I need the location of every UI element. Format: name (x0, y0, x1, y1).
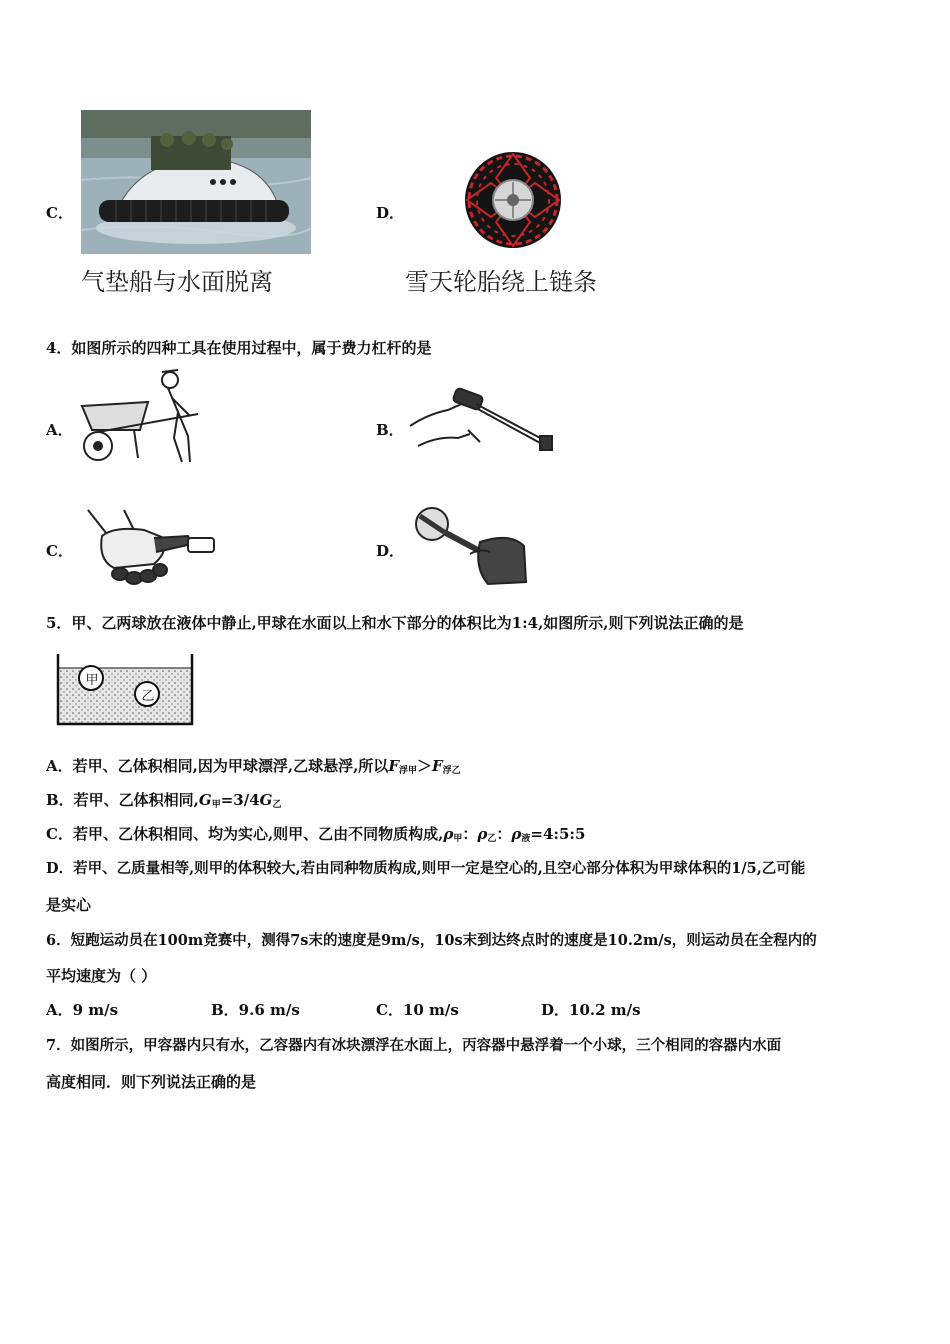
ball-yi-label: 乙 (141, 689, 155, 704)
wheelbarrow-image (78, 368, 202, 464)
q6-option-b: B．9.6 m/s (211, 1001, 300, 1019)
two-balls-in-liquid-diagram (54, 652, 196, 728)
fishing-rod-tool-image (408, 386, 556, 458)
q6-option-c: C．10 m/s (376, 1001, 459, 1019)
q7-stem-line1: 7．如图所示，甲容器内只有水，乙容器内有冰块漂浮在水面上，丙容器中悬浮着一个小球，三个相同的容器内水面 (46, 1037, 782, 1054)
nutcracker-hand-image (84, 508, 216, 594)
q3-option-d-label: D． (376, 204, 405, 222)
q5-option-b: B．若甲、乙体积相同$,G_甲=3/4G_乙$ (46, 791, 282, 810)
ball-jia-label: 甲 (85, 673, 99, 688)
hovercraft-photo (81, 110, 311, 254)
snow-chain-tire-image (460, 150, 566, 250)
q7-stem-line2: 高度相同．则下列说法正确的是 (46, 1073, 257, 1091)
q5-option-d-line1: D．若甲、乙质量相等,则甲的体积较大,若由同种物质构成,则甲一定是空心的,且空心部分体积为甲球体积的1/5,乙可能 (46, 860, 806, 877)
q4-stem: 4．如图所示的四种工具在使用过程中，属于费力杠杆的是 (46, 339, 432, 357)
wrench-hand-image (410, 502, 532, 588)
q5-option-c: C．若甲、乙休积相同、均为实心,则甲、乙由不同物质构成$,\rho_甲$：$\rho_乙$：$\rho_液=4:5:5$ (46, 825, 586, 844)
snow-chain-caption: 雪天轮胎绕上链条 (405, 268, 597, 296)
q4-option-b-label: B． (376, 421, 404, 439)
q6-stem-line2: 平均速度为（ ） (46, 967, 157, 985)
q5-option-d-line2: 是实心 (46, 896, 92, 914)
q3-option-c-label: C． (46, 204, 73, 222)
q4-option-d-label: D． (376, 542, 405, 560)
q5-option-a: A．若甲、乙体积相同,因为甲球漂浮,乙球悬浮,所以$F_{浮甲}>F_{浮乙}$ (46, 757, 461, 776)
hovercraft-caption: 气垫船与水面脱离 (81, 268, 273, 296)
q6-stem-line1: 6．短跑运动员在100m竞赛中，测得7s末的速度是9m/s，10s末到达终点时的速度是10.2m/s，则运动员在全程内的 (46, 932, 817, 949)
q6-option-a: A．9 m/s (46, 1001, 119, 1019)
q6-option-d: D．10.2 m/s (541, 1001, 641, 1019)
q4-option-c-label: C． (46, 542, 73, 560)
q4-option-a-label: A． (46, 421, 73, 439)
q5-stem: 5．甲、乙两球放在液体中静止,甲球在水面以上和水下部分的体积比为1:4,如图所示,则下列说法正确的是 (46, 614, 744, 632)
